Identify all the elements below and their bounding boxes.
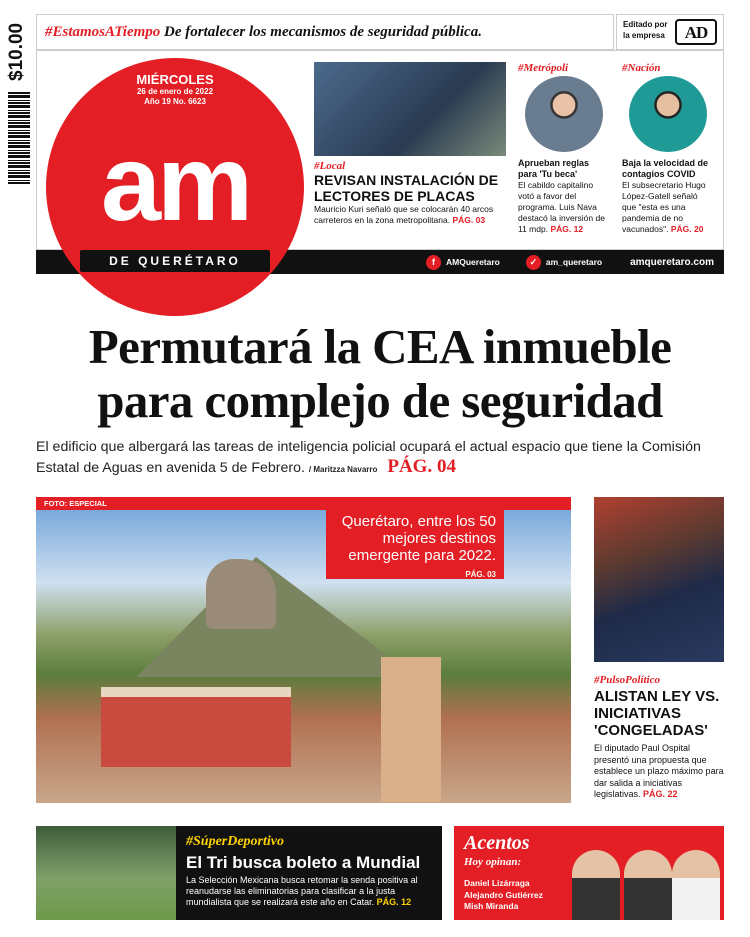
politico-body: El diputado Paul Ospital presentó una propuesta que establece un plazo máximo para dar salida a iniciativas legislativas. PÁG. 22 <box>594 743 724 799</box>
local-photo[interactable] <box>314 62 506 156</box>
nacion-portrait <box>629 76 707 152</box>
politico-page: PÁG. 22 <box>643 789 678 799</box>
photo-credit: FOTO: ESPECIAL <box>36 497 571 510</box>
price: $10.00 <box>6 22 27 82</box>
masthead-date <box>46 72 304 107</box>
editor-box <box>616 14 724 50</box>
metropoli-body: El cabildo capitalino votó a favor del programa. Luis Nava destacó la inversión de 11 mdp. PÁG. 12 <box>518 180 605 234</box>
slogan-tag: #EstamosATiempo <box>45 23 161 40</box>
nacion-page: PÁG. 20 <box>670 224 704 234</box>
columnist-photo <box>672 850 720 920</box>
metropoli-story[interactable] <box>518 62 610 235</box>
barcode <box>8 92 30 184</box>
local-tag: #Local <box>314 160 346 172</box>
main-photo[interactable] <box>36 497 571 803</box>
columnist-name: Mish Miranda <box>464 901 519 911</box>
local-page: PÁG. 03 <box>452 215 486 225</box>
logo-am: am <box>100 122 250 243</box>
politico-title: ALISTAN LEY VS. INICIATIVAS 'CONGELADAS' <box>594 688 720 739</box>
metropoli-page: PÁG. 12 <box>550 224 584 234</box>
politico-photo[interactable] <box>594 497 724 662</box>
masthead-date-text: 26 de enero de 2022 <box>136 87 214 96</box>
masthead-day: MIÉRCOLES <box>136 72 214 87</box>
church-shape <box>381 657 441 802</box>
local-body: Mauricio Kuri señaló que se colocarán 40 arcos carreteros en la zona metropolitana. PÁG. 03 <box>314 204 494 225</box>
website-link[interactable]: amqueretaro.com <box>630 256 714 268</box>
sport-body: La Selección Mexicana busca retomar la senda positiva al reanudarse las eliminatorias para clasificar a la justa mundialista que se realizará este año en Catar. PÁG. 12 <box>186 875 418 907</box>
ad-logo: AD <box>675 19 717 45</box>
acentos-box[interactable] <box>454 826 724 920</box>
main-headline[interactable]: Permutará la CEA inmueble para complejo de seguridad <box>88 319 672 428</box>
columnist-photo <box>572 850 620 920</box>
nacion-body: El subsecretario Hugo López-Gatell señaló que "esta es una pandemia de no vacunados". PÁG. 20 <box>622 180 706 234</box>
metropoli-title: Aprueban reglas para 'Tu beca' <box>518 158 590 179</box>
sport-box[interactable] <box>36 826 442 920</box>
politico-tag: #PulsoPolítico <box>594 674 660 686</box>
politico-story[interactable] <box>594 674 724 801</box>
price-strip <box>2 20 32 180</box>
logo-city: DE QUERÉTARO <box>80 250 270 272</box>
sport-title: El Tri busca boleto a Mundial <box>186 853 421 872</box>
subhead-text: El edificio que albergará las tareas de inteligencia policial ocupará el actual espacio que tiene la Comisión Estatal de Aguas en avenida 5 de Febrero. <box>36 439 701 476</box>
local-story[interactable] <box>314 160 514 226</box>
metropoli-portrait <box>525 76 603 152</box>
photo-callout[interactable]: Querétaro, entre los 50 mejores destinos emergente para 2022. PÁG. 03 <box>326 509 504 579</box>
local-title: REVISAN INSTALACIÓN DE LECTORES DE PLACAS <box>314 172 499 204</box>
twitter-icon: ✓ <box>526 255 541 270</box>
slogan-text: De fortalecer los mecanismos de seguridad pública. <box>164 23 482 40</box>
masthead-logo[interactable] <box>46 58 304 316</box>
metropoli-tag: #Metrópoli <box>518 62 569 74</box>
building-shape <box>101 687 291 767</box>
acentos-subtitle: Hoy opinan: <box>464 856 522 868</box>
headline-page: PÁG. 04 <box>387 456 456 477</box>
nacion-tag: #Nación <box>622 62 661 74</box>
callout-page: PÁG. 03 <box>465 570 496 579</box>
facebook-link[interactable]: f AMQueretaro <box>426 255 500 270</box>
columnist-name: Alejandro Gutiérrez <box>464 889 543 900</box>
rock-shape <box>206 559 276 629</box>
top-slogan-bar <box>36 14 614 50</box>
acentos-names <box>464 878 543 913</box>
sport-photo <box>36 826 176 920</box>
acentos-title: Acentos <box>464 832 530 854</box>
main-subhead <box>36 438 724 479</box>
columnist-name: Daniel Lizárraga <box>464 878 530 888</box>
nacion-title: Baja la velocidad de contagios COVID <box>622 158 709 179</box>
facebook-icon: f <box>426 255 441 270</box>
sport-tag: #SúperDeportivo <box>186 834 284 849</box>
byline: / Maritzza Navarro <box>308 465 378 474</box>
columnist-photo <box>624 850 672 920</box>
twitter-link[interactable]: ✓ am_queretaro <box>526 255 602 270</box>
masthead-issue: Año 19 No. 6623 <box>144 97 206 106</box>
edited-by-text: Editado por la empresa <box>623 20 668 40</box>
nacion-story[interactable] <box>622 62 714 235</box>
sport-page: PÁG. 12 <box>376 897 412 907</box>
